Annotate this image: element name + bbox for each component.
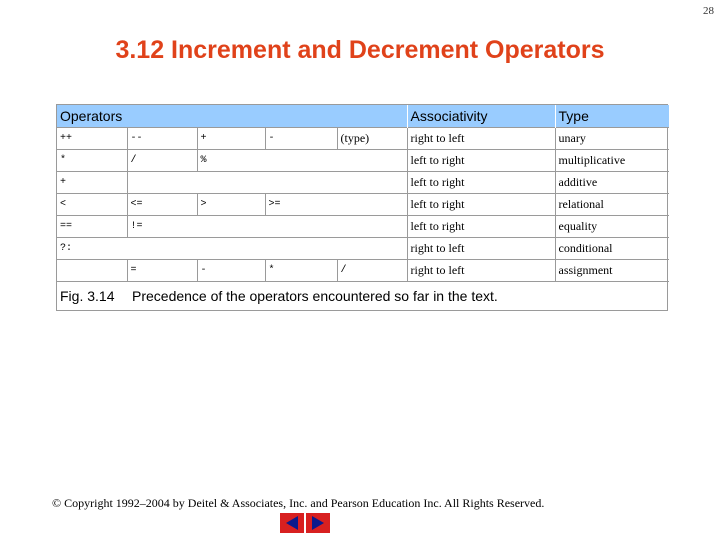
operator-cell: -: [265, 128, 337, 150]
associativity-cell: left to right: [407, 150, 555, 172]
type-cell: relational: [555, 194, 669, 216]
slide-title: 3.12 Increment and Decrement Operators: [115, 36, 605, 64]
table-row: [57, 150, 669, 172]
operator-cell: -: [197, 260, 265, 282]
operator-cell: ==: [57, 216, 127, 238]
figure-caption-row: [57, 282, 669, 311]
operator-cell: [337, 194, 407, 216]
operator-cell: [337, 216, 407, 238]
operator-cell: >: [197, 194, 265, 216]
type-cell: conditional: [555, 238, 669, 260]
previous-slide-button[interactable]: [280, 513, 304, 533]
table-row: [57, 194, 669, 216]
operator-cell: /: [127, 150, 197, 172]
next-slide-button[interactable]: [306, 513, 330, 533]
associativity-cell: right to left: [407, 260, 555, 282]
operator-cell: [57, 260, 127, 282]
type-cell: equality: [555, 216, 669, 238]
table-row: [57, 238, 669, 260]
operator-cell: [265, 216, 337, 238]
operator-precedence-table: [56, 104, 668, 311]
operator-cell: [265, 150, 337, 172]
operator-cell: [265, 238, 337, 260]
figure-caption: [57, 282, 669, 311]
table-row: [57, 128, 669, 150]
operator-cell: [337, 150, 407, 172]
copyright-notice: © Copyright 1992–2004 by Deitel & Associates, Inc. and Pearson Education Inc. All Rights Reserved.: [52, 496, 545, 510]
header-type: Type: [555, 105, 669, 128]
table-row: [57, 172, 669, 194]
operator-cell: --: [127, 128, 197, 150]
operator-cell: +: [197, 128, 265, 150]
associativity-cell: right to left: [407, 128, 555, 150]
figure-caption-text: Precedence of the operators encountered so far in the text.: [132, 288, 498, 304]
operator-cell: +: [57, 172, 127, 194]
operator-cell: ++: [57, 128, 127, 150]
table-row: [57, 260, 669, 282]
figure-caption-label: Fig. 3.14: [60, 288, 115, 304]
header-associativity: Associativity: [407, 105, 555, 128]
operator-cell: [337, 238, 407, 260]
header-operators: Operators: [57, 105, 407, 128]
operator-cell: [265, 172, 337, 194]
operator-cell: >=: [265, 194, 337, 216]
operator-cell: [197, 238, 265, 260]
operator-cell: [197, 172, 265, 194]
operator-cell: *: [265, 260, 337, 282]
operator-cell: [197, 216, 265, 238]
type-cell: unary: [555, 128, 669, 150]
operator-cell: /: [337, 260, 407, 282]
triangle-left-icon: [280, 513, 304, 533]
operator-cell: ?:: [57, 238, 127, 260]
associativity-cell: right to left: [407, 238, 555, 260]
triangle-right-icon: [306, 513, 330, 533]
associativity-cell: left to right: [407, 216, 555, 238]
operator-cell: (type): [337, 128, 407, 150]
operator-cell: !=: [127, 216, 197, 238]
operator-cell: [127, 238, 197, 260]
type-cell: multiplicative: [555, 150, 669, 172]
associativity-cell: left to right: [407, 194, 555, 216]
type-cell: additive: [555, 172, 669, 194]
associativity-cell: left to right: [407, 172, 555, 194]
operator-cell: %: [197, 150, 265, 172]
operator-cell: <=: [127, 194, 197, 216]
type-cell: assignment: [555, 260, 669, 282]
operator-cell: *: [57, 150, 127, 172]
table-header-row: [57, 105, 669, 128]
table-row: [57, 216, 669, 238]
operator-cell: =: [127, 260, 197, 282]
operator-cell: [127, 172, 197, 194]
operator-cell: <: [57, 194, 127, 216]
page-number: 28: [703, 5, 714, 17]
operator-cell: [337, 172, 407, 194]
